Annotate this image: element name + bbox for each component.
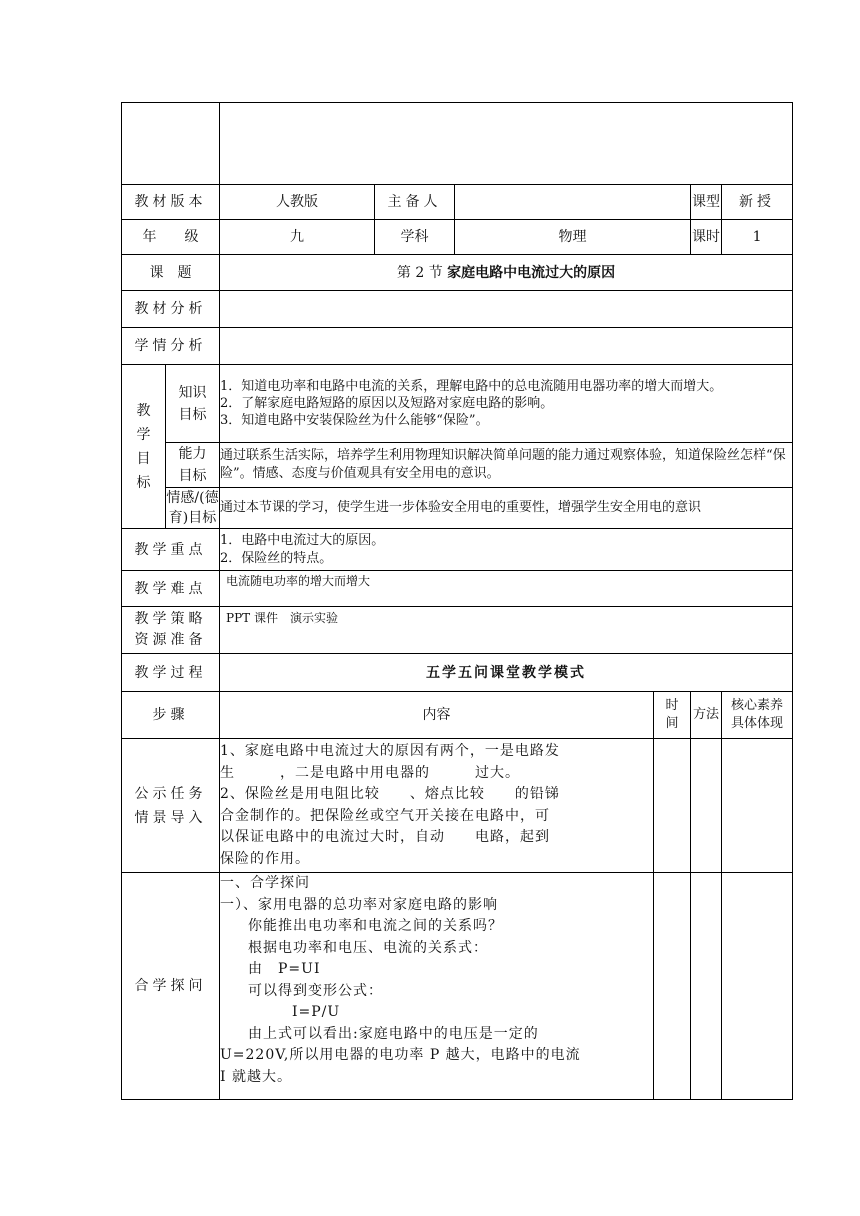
stage1-method — [691, 739, 722, 873]
hours-value: 1 — [722, 220, 793, 255]
stage1-time — [654, 739, 691, 873]
col-method: 方法 — [691, 692, 722, 739]
column-header-row — [122, 692, 793, 739]
key-points-items — [220, 529, 793, 571]
stage2-content — [220, 873, 654, 1100]
preparer-value — [455, 185, 691, 220]
hours-label: 课时 — [691, 220, 722, 255]
knowledge-label: 知识 目标 — [166, 365, 220, 443]
material-value — [220, 291, 793, 328]
process-label: 教学过程 — [122, 654, 220, 692]
edition-label: 教材版本 — [122, 185, 220, 220]
stage2-label: 合学探问 — [122, 873, 220, 1100]
type-label: 课型 — [691, 185, 722, 220]
stage2-conclusion: U=220V,所以用电器的电功率 P 越大，电路中的电流 — [220, 1047, 581, 1063]
blank-cell-left — [122, 103, 220, 185]
col-content: 内容 — [220, 692, 654, 739]
objectives-label: 教 学 目 标 — [122, 365, 166, 529]
stage1-line: 生 ，二是电路中用电器的 过大。 — [220, 764, 520, 781]
stage-publicize-row — [122, 739, 793, 873]
stage2-question: 根据电功率和电压、电流的关系式： — [248, 939, 488, 956]
knowledge-items — [220, 365, 793, 443]
col-steps: 步骤 — [122, 692, 220, 739]
key-point-item: 2．保险丝的特点。 — [220, 550, 333, 566]
material-label: 教材分析 — [122, 291, 220, 328]
ability-label: 能力 目标 — [166, 443, 220, 488]
blank-header-row — [122, 103, 793, 185]
stage2-conclusion: I 就越大。 — [220, 1068, 292, 1085]
grade-label: 年 级 — [122, 220, 220, 255]
difficulty-row — [122, 571, 793, 607]
stage1-core — [722, 739, 793, 873]
objective-knowledge-row — [122, 365, 793, 443]
lesson-plan-table — [121, 102, 793, 1100]
strategy-label: 教学策略 资源准备 — [122, 607, 220, 654]
lesson-title-row — [122, 255, 793, 291]
mode-title: 五学五问课堂教学模式 — [220, 654, 793, 692]
student-analysis-row — [122, 328, 793, 365]
grade-value: 九 — [220, 220, 375, 255]
material-analysis-row — [122, 291, 793, 328]
knowledge-item: 1．知道电功率和电路中电流的关系，理解电路中的总电流随用电器功率的增大而增大。 — [220, 379, 723, 394]
stage2-question: 你能推出电功率和电流之间的关系吗？ — [248, 918, 503, 934]
knowledge-item: 3．知道电路中安装保险丝为什么能够“保险”。 — [220, 413, 489, 428]
key-points-label: 教学重点 — [122, 529, 220, 571]
student-label: 学情分析 — [122, 328, 220, 365]
difficulty-label: 教学难点 — [122, 571, 220, 607]
edition-value: 人教版 — [220, 185, 375, 220]
stage1-content — [220, 739, 654, 873]
stage1-label: 公示任务 情景导入 — [122, 739, 220, 873]
lesson-label: 课 题 — [122, 255, 220, 291]
strategy-row — [122, 607, 793, 654]
edition-row — [122, 185, 793, 220]
emotion-text: 通过本节课的学习，使学生进一步体验安全用电的重要性，增强学生安全用电的意识 — [220, 488, 793, 529]
stage1-line: 保险的作用。 — [220, 850, 310, 867]
stage2-conclusion: 由上式可以看出:家庭电路中的电压是一定的 — [248, 1025, 539, 1042]
stage1-line: 合金制作的。把保险丝或空气开关接在电路中，可 — [220, 807, 550, 824]
stage2-question: 由 P=UI — [248, 961, 321, 977]
stage1-line: 2、保险丝是用电阻比较 、熔点比较 的铅锑 — [220, 786, 560, 802]
stage2-question: 可以得到变形公式： — [248, 982, 383, 999]
key-point-item: 1．电路中电流过大的原因。 — [220, 532, 385, 548]
blank-cell-right — [220, 103, 793, 185]
strategy-text: PPT 课件 演示实验 — [220, 607, 793, 654]
stage1-line: 以保证电路中的电流过大时，自动 电路，起到 — [220, 829, 550, 845]
stage2-subheading: 一）、家用电器的总功率对家庭电路的影响 — [220, 896, 498, 913]
lesson-title: 家庭电路中电流过大的原因 — [447, 264, 616, 281]
col-core: 核心素养 具体体现 — [722, 692, 793, 739]
stage2-core — [722, 873, 793, 1100]
student-value — [220, 328, 793, 365]
process-row — [122, 654, 793, 692]
difficulty-text: 电流随电功率的增大而增大 — [220, 571, 793, 607]
stage-cooperate-row — [122, 873, 793, 1100]
stage2-formula: I=P/U — [292, 1004, 341, 1020]
lesson-title-cell — [220, 255, 793, 291]
grade-row — [122, 220, 793, 255]
stage2-time — [654, 873, 691, 1100]
col-time: 时 间 — [654, 692, 691, 739]
subject-value: 物理 — [455, 220, 691, 255]
preparer-label: 主备人 — [375, 185, 455, 220]
objective-emotion-row — [122, 488, 793, 529]
subject-label: 学科 — [375, 220, 455, 255]
objective-ability-row — [122, 443, 793, 488]
key-points-row — [122, 529, 793, 571]
ability-text: 通过联系生活实际，培养学生利用物理知识解决简单问题的能力通过观察体验，知道保险丝怎样“保险”。情感、态度与价值观具有安全用电的意识。 — [220, 443, 793, 488]
emotion-label: 情感/(德育)目标 — [166, 488, 220, 529]
knowledge-item: 2．了解家庭电路短路的原因以及短路对家庭电路的影响。 — [220, 396, 554, 411]
stage1-line: 1、家庭电路中电流过大的原因有两个，一是电路发 — [220, 743, 560, 759]
stage2-method — [691, 873, 722, 1100]
lesson-prefix: 第 2 节 — [396, 264, 443, 281]
stage2-heading: 一、合学探问 — [220, 875, 310, 891]
type-value: 新授 — [722, 185, 793, 220]
